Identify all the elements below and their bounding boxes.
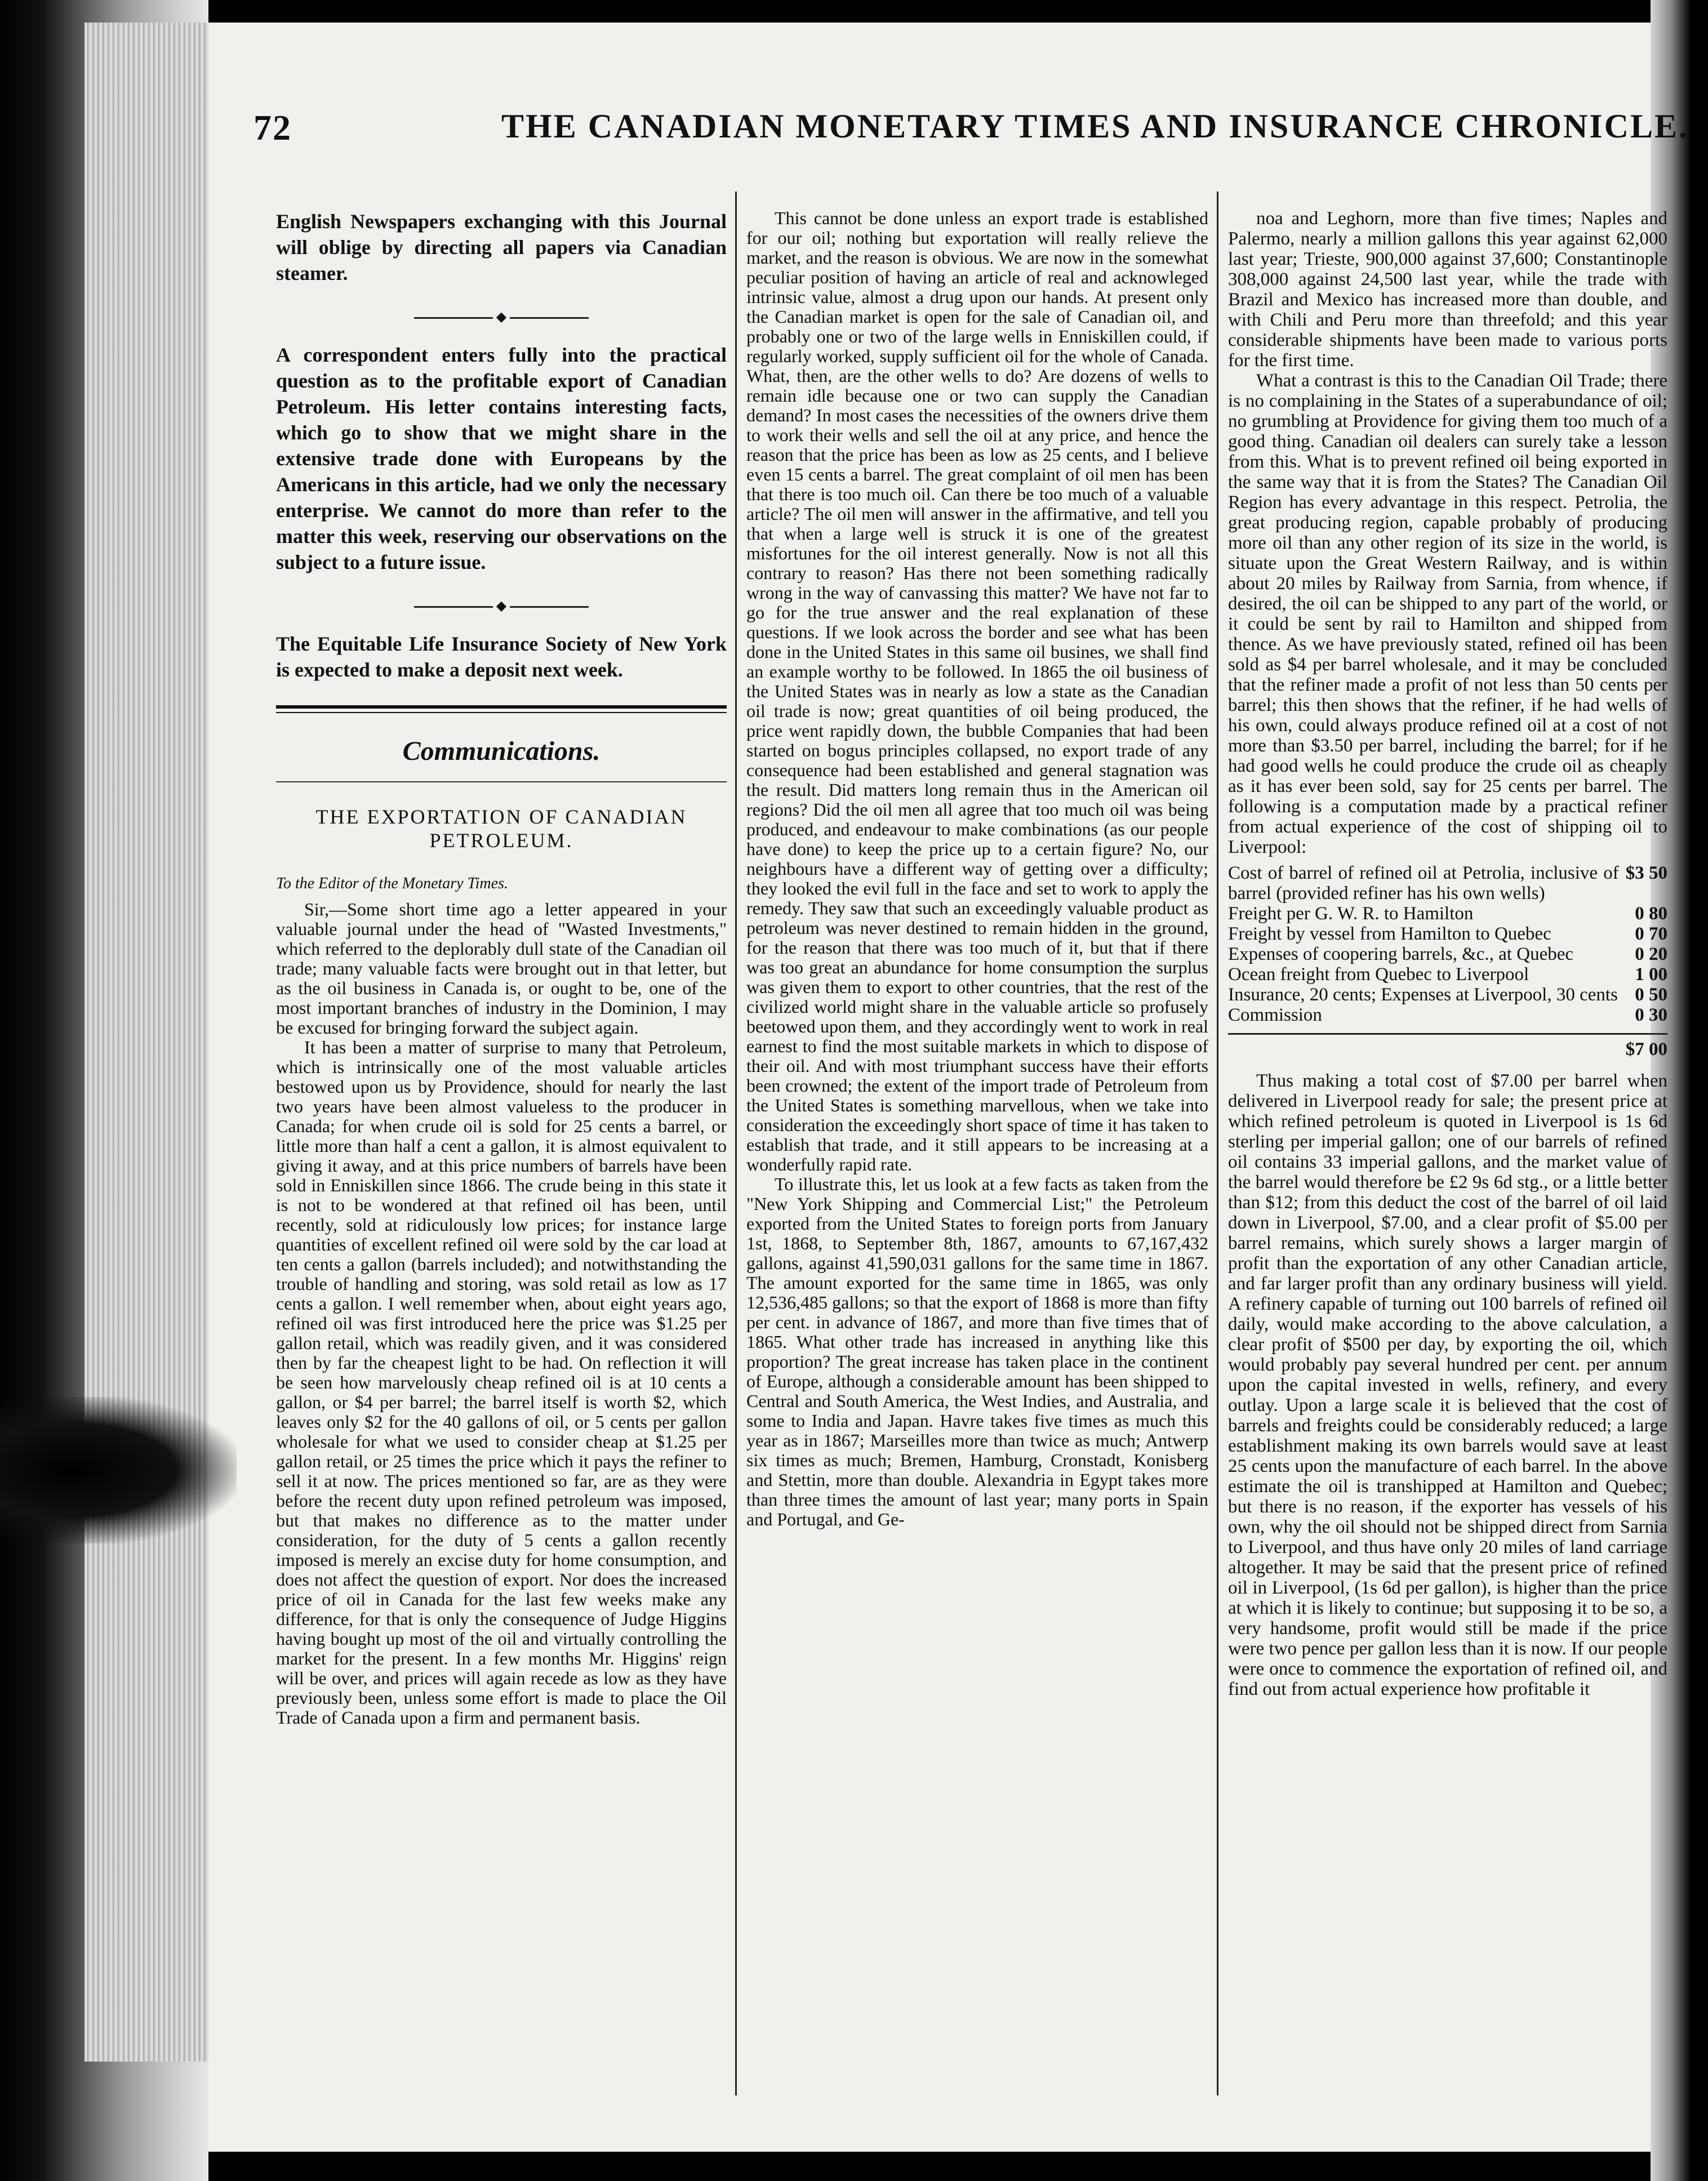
thumb-shadow (0, 1397, 237, 1543)
article-body-col1 (276, 900, 727, 1728)
cost-row (1228, 964, 1667, 985)
paragraph: Sir,—Some short time ago a letter appeared in your valuable journal under the head of "Wasted Investments," which referred to the deplorably dull state of the Canadian oil trade; many valuable facts were brought out in that letter, but as the oil business in Canada is, or ought to be, one of the most important branches of industry in the Dominion, I may be excused for bringing forward the subject again. (276, 899, 727, 1038)
cost-amount: 0 50 (1635, 985, 1667, 1005)
page-header (253, 107, 1689, 169)
cost-amount: 0 30 (1635, 1005, 1667, 1025)
cost-amount: 0 20 (1635, 944, 1667, 964)
cost-amount: 0 80 (1635, 903, 1667, 924)
cost-total: $7 00 (1228, 1033, 1667, 1060)
cost-item: Cost of barrel of refined oil at Petrolia, inclusive of barrel (provided refiner has his own wells) (1228, 863, 1619, 903)
cost-table (1228, 863, 1667, 1060)
article-title: THE EXPORTATION OF CANADIAN PETROLEUM. (315, 805, 687, 852)
paragraph: What a contrast is this to the Canadian Oil Trade; there is no complaining in the States of a superabundance of oil; no grumbling at Providence for giving them too much of a good thing. Canadian oil dealers can surely take a lesson from this. What is to prevent refined oil being exported in the same way that it is from the States? The Canadian Oil Region has every advantage in this respect. Petrolia, the great producing region, capable probably of producing more oil than any other region of its size in the world, is situate upon the Great Western Railway, and is within about 20 miles by Railway from Sarnia, from whence, if desired, the oil can be shipped to any part of the world, or it could be sent by rail to Hamilton and shipped from thence. As we have previously stated, refined oil has been sold as $4 per barrel wholesale, and it may be concluded that the refiner made a profit of not less than 50 cents per barrel; this then shows that the refiner, if he had wells of his own, could always produce refined oil at a cost of not more than $3.50 per barrel, including the barrel; for if he had good wells he could produce the crude oil as cheaply as it has ever been sold, say for 25 cents per barrel. The following is a computation made by a practical refiner from actual experience of the cost of shipping oil to Liverpool: (1228, 371, 1667, 857)
paragraph: Thus making a total cost of $7.00 per barrel when delivered in Liverpool ready for sale; the present price at which refined petroleum is quoted in Liverpool is 1s 6d sterling per imperial gallon; one of our barrels of refined oil contains 33 imperial gallons, and the market value of the barrel would therefore be £2 9s 6d stg., or a little better than $12; from this deduct the cost of the barrel of oil laid down in Liverpool, $7.00, and a clear profit of $5.00 per barrel remains, which surely shows a larger margin of profit than the exportation of any other Canadian article, and far larger profit than any ordinary business will yield. A refinery capable of turning out 100 barrels of refined oil daily, would make according to the above calculation, a clear profit of $500 per day, by exporting the oil, which would probably pay several hundred per cent. per annum upon the capital invested in wells, refinery, and every outlay. Upon a large scale it is believed that the cost of barrels and freights could be considerably reduced; a large establishment making its own barrels would save at least 25 cents upon the manufacture of each barrel. In the above estimate the oil is transhipped at Hamilton and Quebec; but there is no reason, if the exporter has vessels of his own, why the oil should not be shipped direct from Sarnia to Liverpool, and thus have only 20 miles of land carriage altogether. It may be said that the present price of refined oil in Liverpool, (1s 6d per gallon), is higher than the price at which it is likely to continue; but supposing it to be so, a very handsome, profit would still be made if the price were two pence per gallon less than it is now. If our people were once to commence the exportation of refined oil, and find out from actual experience how profitable it (1228, 1071, 1667, 1699)
running-head: THE CANADIAN MONETARY TIMES AND INSURANCE CHRONICLE. (501, 108, 1689, 145)
cost-row (1228, 1005, 1667, 1025)
addressee-line: To the Editor of the Monetary Times. (276, 875, 508, 892)
cost-item: Expenses of coopering barrels, &c., at Quebec (1228, 944, 1574, 964)
paragraph: It has been a matter of surprise to many that Petroleum, which is intrinsically one of the most valuable articles bestowed upon us by Providence, should for nearly the last two years have been almost valueless to the producer in Canada; for when crude oil is sold for 25 cents a barrel, or little more than half a cent a gallon, it is almost equivalent to giving it away, and at this price numbers of barrels have been sold in Enniskillen since 1866. The crude being in this state it is not to be wondered at that refined oil has been, until recently, sold at ridiculously low prices; for instance large quantities of excellent refined oil were sold by the car load at ten cents a gallon (barrels included); and notwithstanding the trouble of handling and storing, was sold retail as low as 17 cents a gallon. I well remember when, about eight years ago, refined oil was first introduced here the price was $1.25 per gallon retail, which was readily given, and it was considered then by far the cheapest light to be had. On reflection it will be seen how marvelously cheap refined oil is at 10 cents a gallon, or $4 per barrel; the barrel itself is worth $2, which leaves only $2 for the 40 gallons of oil, or 5 cents per gallon wholesale for what we used to consider cheap at $1.25 per gallon retail, or 25 times the price which it pays the refiner to sell it at now. The prices mentioned so far, are as they were before the recent duty upon refined petroleum was imposed, but that makes no difference as to the matter under consideration, for the duty of 5 cents a gallon recently imposed is merely an excise duty for home consumption, and does not affect the question of export. Nor does the increased price of oil in Canada for the last few weeks make any difference, for that is only the consequence of Judge Higgins having bought up most of the oil and virtually controlling the market for the present. In a few months Mr. Higgins' reign will be over, and prices will again recede as low as they have previously been, unless some effort is made to place the Oil Trade of Canada upon a firm and permanent basis. (276, 1037, 727, 1728)
cost-item: Ocean freight from Quebec to Liverpool (1228, 964, 1529, 985)
notice-equitable: The Equitable Life Insurance Society of New York is expected to make a deposit next week. (276, 633, 727, 681)
cost-amount: $3 50 (1625, 863, 1667, 883)
page-edges-stack (84, 23, 214, 2062)
cost-item: Insurance, 20 cents; Expenses at Liverpool, 30 cents (1228, 985, 1618, 1005)
notice-correspondent: A correspondent enters fully into the practical question as to the profitable export of Canadian Petroleum. His letter contains interesting facts, which go to show that we might share in the extensive trade done with Europeans by the Americans in this article, had we only the necessary enterprise. We cannot do more than refer to the matter this week, reserving our observations on the subject to a future issue. (276, 344, 727, 573)
cost-row (1228, 924, 1667, 944)
column-1 (276, 208, 727, 1728)
heading-rule (276, 781, 727, 782)
ornament-divider: ◆ (276, 309, 727, 325)
section-heading: Communications. (402, 736, 601, 766)
cost-row (1228, 863, 1667, 903)
notice-english-newspapers: English Newspapers exchanging with this Journal will oblige by directing all papers via Canadian steamer. (276, 210, 727, 284)
column-2 (746, 208, 1208, 1529)
column-rule-2 (1217, 192, 1218, 2095)
newspaper-page (208, 23, 1689, 2152)
cost-amount: 1 00 (1635, 964, 1667, 985)
cost-row (1228, 903, 1667, 924)
paragraph: To illustrate this, let us look at a few facts as taken from the "New York Shipping and Commercial List;" the Petroleum exported from the United States to foreign ports from January 1st, 1868, to September 8th, 1867, amounts to 67,167,432 gallons, against 41,590,031 gallons for the same time in 1867. The amount exported for the same time in 1865, was only 12,536,485 gallons; so that the export of 1868 is more than fifty per cent. in advance of 1867, and more than five times that of 1865. What other trade has increased in anything like this proportion? The great increase has taken place in the continent of Europe, although a considerable amount has been shipped to Central and South America, the West Indies, and Australia, and some to India and Japan. Havre takes five times as much this year as in 1867; Marseilles more than twice as much; Antwerp six times as much; Bremen, Hamburg, Cronstadt, Konisberg and Stettin, more than double. Alexandria in Egypt takes more than three times the amount of last year; many ports in Spain and Portugal, and Ge- (746, 1174, 1208, 1529)
cost-row (1228, 985, 1667, 1005)
column-rule-1 (735, 192, 737, 2095)
cost-row (1228, 944, 1667, 964)
section-rule (276, 705, 727, 713)
cost-item: Freight per G. W. R. to Hamilton (1228, 903, 1474, 924)
ornament-divider: ◆ (276, 598, 727, 614)
cost-amount: 0 70 (1635, 924, 1667, 944)
paragraph: This cannot be done unless an export trade is established for our oil; nothing but exportation will really relieve the market, and the reason is obvious. We are now in the somewhat peculiar position of having an article of real and acknowleged intrinsic value, almost a drug upon our hands. At present only the Canadian market is open for the sale of Canadian oil, and probably one or two of the large wells in Enniskillen could, if regularly worked, supply sufficient oil for the whole of Canada. What, then, are the other wells to do? Are dozens of wells to remain idle because one or two can supply the Canadian demand? In most cases the necessities of the owners drive them to work their wells and sell the oil at any price, and hence the reason that the price has been as low as 25 cents, and I believe even 15 cents a barrel. The great complaint of oil men has been that there is too much oil. Can there be too much of a valuable article? The oil men will answer in the affirmative, and tell you that when a large well is struck it is one of the greatest misfortunes for the oil interest generally. Now is not all this contrary to reason? Has there not been something radically wrong in the way of canvassing this matter? We have not far to go for the true answer and the real explanation of these questions. If we look across the border and see what has been done in the United States in this same oil busines, we shall find an example worthy to be followed. In 1865 the oil business of the United States was in nearly as low a state as the Canadian oil trade is now; great quantities of oil being produced, the price went rapidly down, the bubble Companies that had been started on bogus principles collapsed, no export trade of any consequence had been established and general stagnation was the result. Did matters long remain thus in the American oil regions? Did the oil men all agree that too much oil was being produced, and endeavour to make combinations (as our people have done) to keep the price up to a certain figure? No, our neighbours have a different way of getting over a difficulty; they looked the evil full in the face and set to work to apply the remedy. They saw that such an exceedingly valuable product as petroleum was never destined to remain hidden in the ground, for the reason that there was too much of it, but that if there was too great an abundance for home consumption the surplus was given them to export to other countries, that the rest of the civilized world might share in the valuable article so profusely beetowed upon them, and they accordingly went to work in real earnest to find the most suitable markets in which to dispose of their oil. And with most triumphant success have their efforts been crowned; the extent of the import trade of Petroleum from the United States is something marvellous, when we take into consideration the exceedingly short space of time it has taken to establish that trade, and it still appears to be increasing at a wonderfully rapid rate. (746, 208, 1208, 1174)
cost-item: Commission (1228, 1005, 1322, 1025)
column-3 (1228, 208, 1667, 1699)
paragraph: noa and Leghorn, more than five times; Naples and Palermo, nearly a million gallons this year against 62,000 last year; Trieste, 900,000 against 37,600; Constantinople 308,000 against 24,500 last year, while the trade with Brazil and Mexico has increased more than double, and with Chili and Peru more than threefold; and this year considerable shipments have been made to various ports for the first time. (1228, 208, 1667, 371)
cost-item: Freight by vessel from Hamilton to Quebec (1228, 924, 1551, 944)
page-number: 72 (253, 108, 292, 148)
